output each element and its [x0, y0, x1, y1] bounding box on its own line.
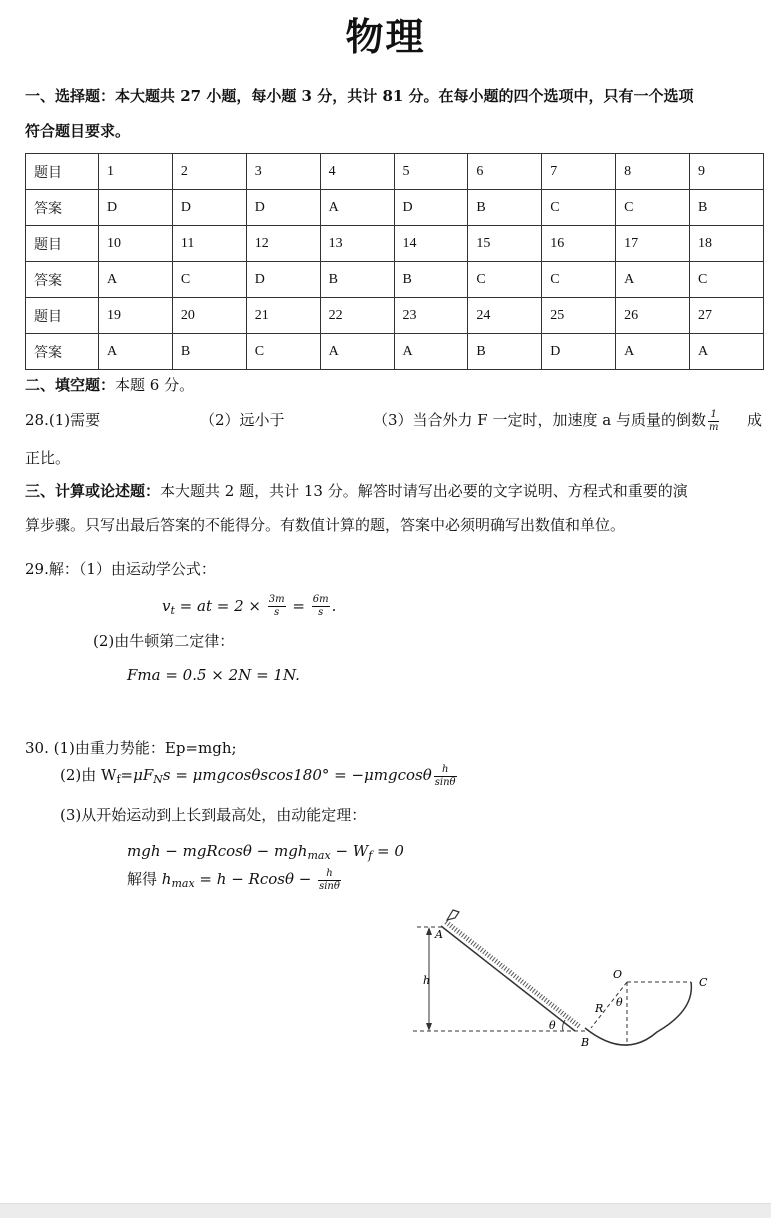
- q29-eq1-end: .: [331, 597, 337, 615]
- table-cell: A: [690, 334, 764, 370]
- bottom-status-bar: [0, 1203, 771, 1218]
- q30-part3: (3)从开始运动到上长到最高处，由动能定理：: [60, 806, 367, 824]
- table-cell: C: [468, 262, 542, 298]
- q28-part1: 28.(1)需要: [25, 411, 101, 429]
- table-cell: A: [99, 334, 173, 370]
- table-cell: B: [320, 262, 394, 298]
- table-cell: D: [246, 190, 320, 226]
- q30-eq3-main: mgh − mgRcosθ − mgh: [127, 842, 308, 860]
- table-cell: 13: [320, 226, 394, 262]
- q30-part2-frac-den: sinθ: [434, 776, 456, 788]
- q30-eq3-tail: − W: [330, 842, 369, 860]
- table-cell: 18: [690, 226, 764, 262]
- table-cell: D: [172, 190, 246, 226]
- q30-part2-pre: (2)由 W: [60, 766, 117, 784]
- q28-frac-num: 1: [708, 409, 719, 422]
- q30-solve-sub: max: [171, 877, 195, 890]
- q30-solve-frac-den: sinθ: [319, 880, 340, 892]
- q30-part2: [60, 760, 459, 795]
- page-title: 物理: [345, 15, 426, 59]
- q28-frac-den: m: [708, 421, 719, 433]
- q30-part2-sub2: N: [153, 773, 163, 786]
- section3-intro: [25, 473, 770, 509]
- row-header-cell: 题目: [26, 298, 99, 334]
- table-cell: 22: [320, 298, 394, 334]
- label-A: A: [435, 928, 443, 941]
- section3-text-line1: 本大题共 2 题，共计 13 分。解答时请写出必要的文字说明、方程式和重要的演: [160, 482, 688, 500]
- q29-eq1-lhs: v: [162, 597, 171, 615]
- table-cell: 25: [542, 298, 616, 334]
- table-cell: 11: [172, 226, 246, 262]
- q29-eq1-eq: =: [287, 597, 310, 615]
- height-arrow-bottom: [426, 1023, 432, 1031]
- label-theta2: θ: [616, 996, 623, 1009]
- label-theta1: θ: [549, 1019, 556, 1032]
- section3-text-line2: 算步骤。只写出最后答案的不能得分。有数值计算的题，答案中必须明确写出数值和单位。: [25, 516, 626, 534]
- q28-fraction: [708, 409, 719, 434]
- incline-loop-figure: [405, 900, 725, 1060]
- q29-eq2: Fma = 0.5 × 2N = 1N.: [127, 666, 300, 684]
- label-R: R: [595, 1002, 604, 1015]
- q28-part2: （2）远小于: [200, 411, 285, 429]
- q29-eq1-frac2: [312, 594, 330, 619]
- label-B: B: [581, 1036, 590, 1049]
- q30-solve-label: 解得: [127, 870, 162, 888]
- table-cell: 8: [616, 154, 690, 190]
- row-header-cell: 答案: [26, 262, 99, 298]
- table-cell: B: [394, 262, 468, 298]
- section2-text: 本题 6 分。: [115, 376, 195, 394]
- section2-intro: [25, 367, 194, 403]
- q30-part1: 30. (1)由重力势能：Ep=mgh;: [25, 739, 237, 757]
- table-cell: A: [616, 262, 690, 298]
- q29-eq1-frac1-num: 3m: [268, 594, 285, 605]
- height-arrow-top: [426, 927, 432, 935]
- row-header-cell: 答案: [26, 334, 99, 370]
- section2-heading: 二、填空题：: [25, 376, 116, 394]
- table-cell: C: [690, 262, 764, 298]
- table-cell: B: [468, 334, 542, 370]
- q29-eq1: [162, 591, 336, 626]
- table-cell: 15: [468, 226, 542, 262]
- table-row: [26, 154, 764, 190]
- table-cell: 12: [246, 226, 320, 262]
- q29-part2: (2)由牛顿第二定律：: [93, 632, 235, 650]
- q29-eq1-frac1: [268, 594, 286, 619]
- table-cell: 10: [99, 226, 173, 262]
- q30-solve-frac-num: h: [318, 868, 341, 881]
- table-cell: C: [542, 190, 616, 226]
- table-cell: 9: [690, 154, 764, 190]
- q30-solve-eq: = h − Rcosθ −: [194, 870, 317, 888]
- table-cell: C: [542, 262, 616, 298]
- q30-eq3-sub: max: [307, 849, 331, 862]
- label-h: h: [423, 974, 431, 987]
- table-cell: 23: [394, 298, 468, 334]
- q30-part2-mid: =μF: [120, 766, 154, 784]
- table-cell: 17: [616, 226, 690, 262]
- table-cell: 14: [394, 226, 468, 262]
- table-cell: A: [320, 334, 394, 370]
- table-cell: 5: [394, 154, 468, 190]
- table-cell: 26: [616, 298, 690, 334]
- table-cell: 19: [99, 298, 173, 334]
- label-C: C: [699, 976, 708, 989]
- table-row: [26, 190, 764, 226]
- table-cell: 7: [542, 154, 616, 190]
- table-cell: B: [690, 190, 764, 226]
- table-cell: 24: [468, 298, 542, 334]
- table-row: [26, 262, 764, 298]
- q29-eq1-sub: t: [170, 604, 175, 617]
- q29-eq1-frac1-den: s: [274, 607, 280, 618]
- table-cell: 6: [468, 154, 542, 190]
- q28-part3-text: （3）当合外力 F 一定时，加速度 a 与质量的倒数: [373, 411, 706, 429]
- table-cell: A: [99, 262, 173, 298]
- q30-eq3-end: = 0: [372, 842, 404, 860]
- table-cell: A: [320, 190, 394, 226]
- q30-solve-h: h: [161, 870, 172, 888]
- table-cell: A: [394, 334, 468, 370]
- table-cell: A: [616, 334, 690, 370]
- table-cell: 2: [172, 154, 246, 190]
- q30-solve: [127, 864, 343, 899]
- row-header-cell: 题目: [26, 154, 99, 190]
- table-cell: B: [468, 190, 542, 226]
- section1-text-line2: 符合题目要求。: [25, 122, 131, 140]
- q29-eq1-frac2-den: s: [318, 607, 324, 618]
- table-cell: 4: [320, 154, 394, 190]
- q28-tail: 成: [747, 411, 763, 429]
- table-cell: 27: [690, 298, 764, 334]
- table-cell: B: [172, 334, 246, 370]
- table-cell: C: [172, 262, 246, 298]
- q30-eq3-sub2: f: [368, 849, 373, 862]
- q29-eq1-frac2-num: 6m: [312, 594, 329, 605]
- table-cell: D: [542, 334, 616, 370]
- q30-solve-frac: [318, 868, 341, 893]
- row-header-cell: 答案: [26, 190, 99, 226]
- answer-table: [25, 153, 764, 370]
- table-cell: 21: [246, 298, 320, 334]
- table-cell: D: [246, 262, 320, 298]
- incline-edge: [441, 926, 575, 1031]
- q30-part2-frac-num: h: [434, 764, 457, 777]
- incline-hatch: [446, 922, 580, 1027]
- table-row: [26, 334, 764, 370]
- table-cell: C: [246, 334, 320, 370]
- section3-heading: 三、计算或论述题：: [25, 482, 161, 500]
- table-cell: D: [99, 190, 173, 226]
- row-header-cell: 题目: [26, 226, 99, 262]
- section1-text-line1: 本大题共 27 小题，每小题 3 分，共计 81 分。在每小题的四个选项中，只有一个选项: [115, 87, 694, 105]
- q30-part2-frac: [434, 764, 457, 789]
- q29-eq1-mid: = at = 2 ×: [174, 597, 266, 615]
- table-row: [26, 298, 764, 334]
- table-cell: 16: [542, 226, 616, 262]
- q28-part3: [373, 402, 721, 438]
- table-cell: 20: [172, 298, 246, 334]
- table-cell: C: [616, 190, 690, 226]
- table-cell: 3: [246, 154, 320, 190]
- q30-part2-eq: s = μmgcosθscos180° = −μmgcosθ: [162, 766, 432, 784]
- q29-intro: 29.解：（1）由运动学公式：: [25, 560, 216, 578]
- q28-line2: 正比。: [25, 449, 71, 467]
- section1-heading: 一、选择题：: [25, 87, 116, 105]
- table-row: [26, 226, 764, 262]
- table-cell: D: [394, 190, 468, 226]
- table-cell: 1: [99, 154, 173, 190]
- section1-intro: [25, 78, 770, 114]
- q30-part2-sub: f: [116, 773, 121, 786]
- slider-object: [447, 910, 459, 920]
- label-O: O: [613, 968, 623, 981]
